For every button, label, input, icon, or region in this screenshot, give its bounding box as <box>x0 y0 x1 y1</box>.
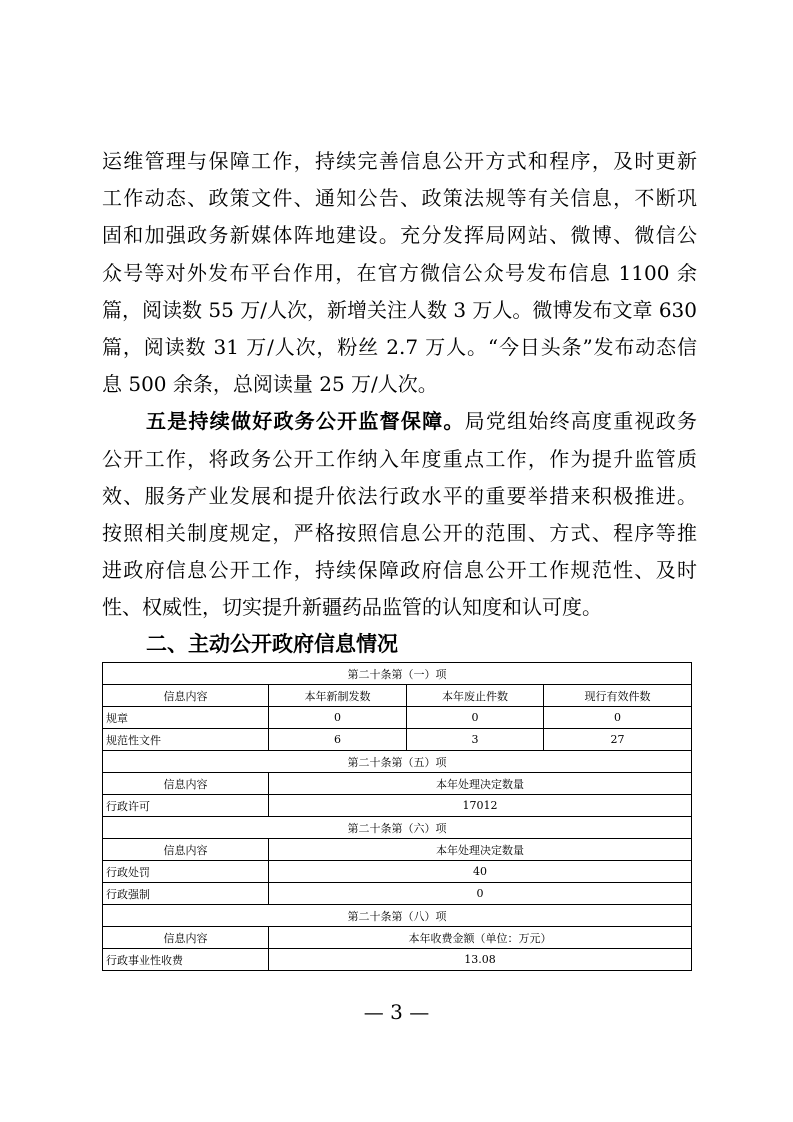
row-label: 行政强制 <box>103 883 269 905</box>
cell-value: 6 <box>269 729 407 751</box>
info-table <box>102 662 692 971</box>
row-label: 行政处罚 <box>103 861 269 883</box>
table-row <box>103 795 692 817</box>
cell-value: 0 <box>269 707 407 729</box>
section-title-row <box>103 817 692 839</box>
paragraph-line: 篇，阅读数 31 万/人次，粉丝 2.7 万人。“今日头条”发布动态信 <box>102 334 697 359</box>
column-header: 现行有效件数 <box>544 685 692 707</box>
paragraph-line: 性、权威性，切实提升新疆药品监管的认知度和认可度。 <box>102 595 602 620</box>
header-row <box>103 927 692 949</box>
header-row <box>103 839 692 861</box>
column-header: 本年处理决定数量 <box>269 773 692 795</box>
section-title: 第二十条第（一）项 <box>103 663 692 685</box>
paragraph-line: 进政府信息公开工作，持续保障政府信息公开工作规范性、及时 <box>102 558 697 583</box>
paragraph-line: 公开工作，将政务公开工作纳入年度重点工作，作为提升监管质 <box>102 446 697 471</box>
table-row <box>103 707 692 729</box>
cell-value: 3 <box>407 729 544 751</box>
column-header: 信息内容 <box>103 927 269 949</box>
section-title: 第二十条第（八）项 <box>103 905 692 927</box>
section-title-row <box>103 905 692 927</box>
cell-value: 13.08 <box>269 949 692 971</box>
cell-value: 0 <box>544 707 692 729</box>
paragraph-1 <box>102 143 697 403</box>
table-row <box>103 949 692 971</box>
body-text <box>102 143 697 626</box>
page-number: — 3 — <box>363 1000 430 1024</box>
paragraph-line: 工作动态、政策文件、通知公告、政策法规等有关信息，不断巩 <box>102 186 697 211</box>
header-row <box>103 773 692 795</box>
cell-value: 40 <box>269 861 692 883</box>
paragraph-line: 篇，阅读数 55 万/人次，新增关注人数 3 万人。微博发布文章 630 <box>102 297 697 322</box>
column-header: 本年收费金额（单位：万元） <box>269 927 692 949</box>
header-row <box>103 685 692 707</box>
cell-value: 27 <box>544 729 692 751</box>
row-label: 规章 <box>103 707 269 729</box>
paragraph-lead-rest: 局党组始终高度重视政务 <box>464 409 698 434</box>
cell-value: 0 <box>269 883 692 905</box>
paragraph-first-line <box>102 403 697 440</box>
cell-value: 0 <box>407 707 544 729</box>
table-row <box>103 883 692 905</box>
column-header: 本年废止件数 <box>407 685 544 707</box>
table-row <box>103 729 692 751</box>
section-title: 第二十条第（六）项 <box>103 817 692 839</box>
column-header: 本年处理决定数量 <box>269 839 692 861</box>
section-title: 第二十条第（五）项 <box>103 751 692 773</box>
paragraph-lead: 五是持续做好政务公开监督保障。 <box>146 409 465 434</box>
section-heading: 二、主动公开政府信息情况 <box>146 632 398 656</box>
paragraph-2 <box>102 403 697 626</box>
paragraph-line: 按照相关制度规定，严格按照信息公开的范围、方式、程序等推 <box>102 520 697 545</box>
row-label: 规范性文件 <box>103 729 269 751</box>
table-row <box>103 861 692 883</box>
paragraph-line: 运维管理与保障工作，持续完善信息公开方式和程序，及时更新 <box>102 149 697 173</box>
section-title-row <box>103 663 692 685</box>
row-label: 行政许可 <box>103 795 269 817</box>
column-header: 信息内容 <box>103 685 269 707</box>
column-header: 信息内容 <box>103 839 269 861</box>
column-header: 信息内容 <box>103 773 269 795</box>
column-header: 本年新制发数 <box>269 685 407 707</box>
paragraph-line: 众号等对外发布平台作用，在官方微信公众号发布信息 1100 余 <box>102 260 697 285</box>
paragraph-line: 效、服务产业发展和提升依法行政水平的重要举措来积极推进。 <box>102 483 697 508</box>
paragraph-line: 息 500 余条，总阅读量 25 万/人次。 <box>102 372 438 397</box>
cell-value: 17012 <box>269 795 692 817</box>
paragraph-line: 固和加强政务新媒体阵地建设。充分发挥局网站、微博、微信公 <box>102 223 697 248</box>
row-label: 行政事业性收费 <box>103 949 269 971</box>
section-title-row <box>103 751 692 773</box>
